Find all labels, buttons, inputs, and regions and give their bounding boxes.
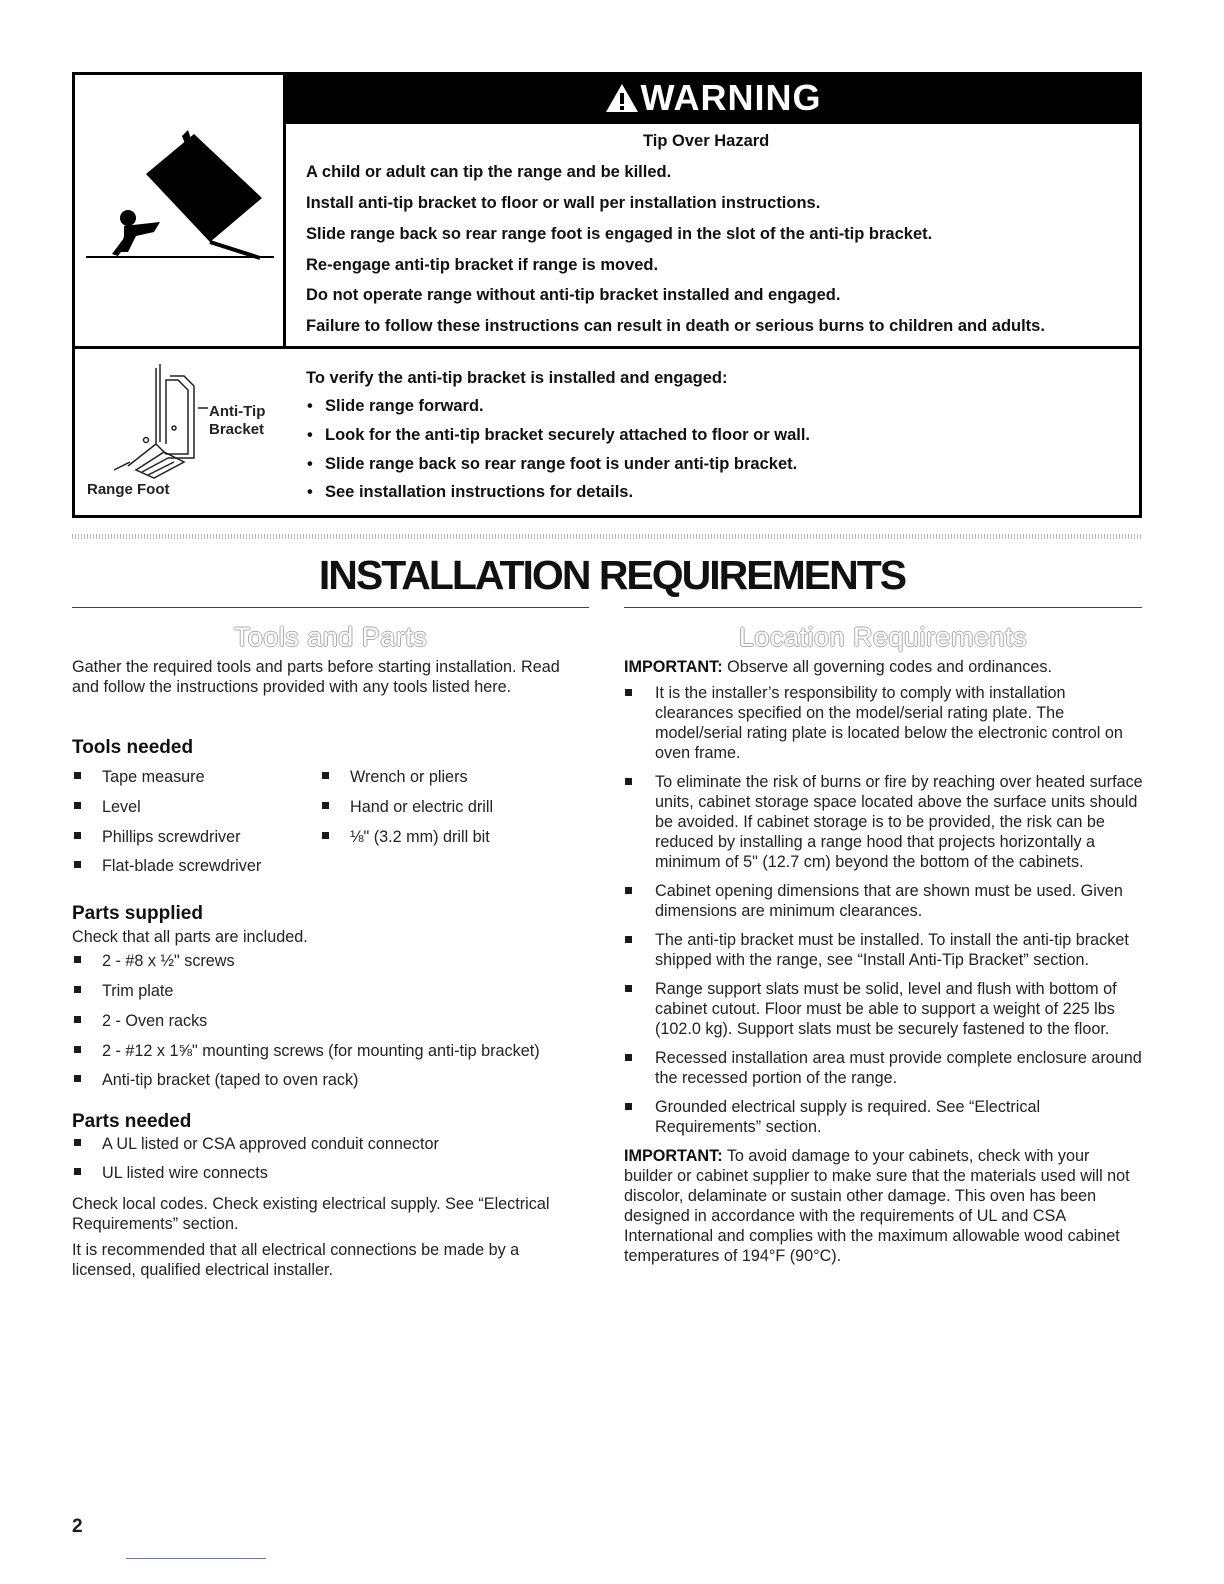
tip-over-hazard-icon: [84, 126, 278, 262]
tool-item: Flat-blade screwdriver: [74, 857, 261, 876]
check-codes-text: Check local codes. Check existing electrical supply. See “Electrical Requirements” section.: [72, 1195, 550, 1233]
tool-item: Hand or electric drill: [322, 798, 493, 817]
parts-supplied-heading: Parts supplied: [72, 903, 203, 924]
tools-needed-heading: Tools needed: [72, 737, 194, 758]
bracket-label-2: Bracket: [209, 421, 265, 438]
warning-line: Install anti-tip bracket to floor or wall per installation instructions.: [306, 194, 821, 212]
warning-line: A child or adult can tip the range and be killed.: [306, 163, 672, 181]
tool-item: Wrench or pliers: [322, 768, 468, 787]
location-item: The anti-tip bracket must be installed. To install the anti-tip bracket shipped with the range, see “Install Anti-Tip Bracket” section.: [624, 930, 1144, 970]
tool-item: ⅛" (3.2 mm) drill bit: [322, 828, 490, 847]
important-note: IMPORTANT: Observe all governing codes and ordinances.: [624, 658, 1052, 676]
warning-line: Re-engage anti-tip bracket if range is moved.: [306, 256, 659, 274]
hazard-title: Tip Over Hazard: [643, 132, 770, 150]
warning-header: [284, 72, 1142, 124]
part-item: Anti-tip bracket (taped to oven rack): [74, 1071, 358, 1090]
part-item: 2 - #8 x ½" screws: [74, 952, 235, 971]
bracket-label-1: Anti-Tip: [209, 403, 266, 420]
warning-line: Do not operate range without anti-tip bracket installed and engaged.: [306, 286, 841, 304]
anti-tip-bracket-diagram: [108, 362, 220, 484]
verify-bullet: • Slide range back so rear range foot is under anti-tip bracket.: [307, 455, 798, 473]
warning-header-text: WARNING: [640, 77, 822, 118]
warning-divider-horizontal: [72, 346, 1142, 349]
location-list: [624, 683, 1144, 1266]
warning-triangle-icon: [605, 83, 639, 113]
location-item: Recessed installation area must provide complete enclosure around the recessed portion of the range.: [624, 1048, 1144, 1088]
parts-supplied-intro: Check that all parts are included.: [72, 928, 308, 946]
footer-line: [126, 1558, 266, 1559]
important-note-2: IMPORTANT: To avoid damage to your cabinets, check with your builder or cabinet supplier to make sure that the materials used will not discolor, delaminate or sustain other damage. This oven has been designed in accordance with the requirements of UL and CSA International and complies with the maximum allowable wood cabinet temperatures of 194°F (90°C).: [624, 1147, 1130, 1265]
tool-item: Tape measure: [74, 768, 205, 787]
part-item: Trim plate: [74, 982, 173, 1001]
location-item: To eliminate the risk of burns or fire by reaching over heated surface units, cabinet storage space located above the surface units should be avoided. If cabinet storage is to be provided, the risk can be reduced by installing a range hood that projects horizontally a minimum of 5" (12.7 cm) beyond the bottom of the cabinets.: [624, 772, 1144, 872]
right-rule: [624, 607, 1142, 608]
needed-item: UL listed wire connects: [74, 1164, 268, 1183]
location-item: Cabinet opening dimensions that are shown must be used. Given dimensions are minimum clearances.: [624, 881, 1144, 921]
part-item: 2 - Oven racks: [74, 1012, 207, 1031]
needed-item: A UL listed or CSA approved conduit connector: [74, 1135, 439, 1154]
page-title: INSTALLATION REQUIREMENTS: [318, 552, 906, 598]
range-foot-label: Range Foot: [87, 481, 170, 498]
left-rule: [72, 607, 589, 608]
verify-bullet: • Slide range forward.: [307, 397, 484, 415]
parts-needed-heading: Parts needed: [72, 1111, 192, 1132]
location-heading: Location Requirements: [738, 622, 1028, 652]
part-item: 2 - #12 x 1⅝" mounting screws (for mounting anti-tip bracket): [74, 1042, 540, 1061]
recommend-text: It is recommended that all electrical connections be made by a licensed, qualified electrical installer.: [72, 1241, 520, 1279]
verify-title: To verify the anti-tip bracket is installed and engaged:: [306, 369, 728, 387]
tools-intro: Gather the required tools and parts before starting installation. Read and follow the instructions provided with any tools listed here.: [72, 658, 560, 696]
verify-bullet: • See installation instructions for details.: [307, 483, 634, 501]
warning-line: Slide range back so rear range foot is engaged in the slot of the anti-tip bracket.: [306, 225, 933, 243]
tools-parts-heading: Tools and Parts: [233, 622, 428, 652]
dotted-divider: [72, 534, 1142, 539]
location-item: Grounded electrical supply is required. See “Electrical Requirements” section.: [624, 1097, 1144, 1137]
tool-item: Phillips screwdriver: [74, 828, 241, 847]
location-item: It is the installer’s responsibility to comply with installation clearances specified on the model/serial rating plate. The model/serial rating plate is located below the electronic control on oven frame.: [624, 683, 1144, 763]
verify-bullet: • Look for the anti-tip bracket securely attached to floor or wall.: [307, 426, 811, 444]
location-item: Range support slats must be solid, level and flush with bottom of cabinet cutout. Floor must be able to support a weight of 225 lbs (102.0 kg). Support slats must be securely fastened to the floor.: [624, 979, 1144, 1039]
tool-item: Level: [74, 798, 141, 817]
warning-line: Failure to follow these instructions can result in death or serious burns to children and adults.: [306, 317, 1045, 335]
page-number: 2: [72, 1516, 83, 1537]
